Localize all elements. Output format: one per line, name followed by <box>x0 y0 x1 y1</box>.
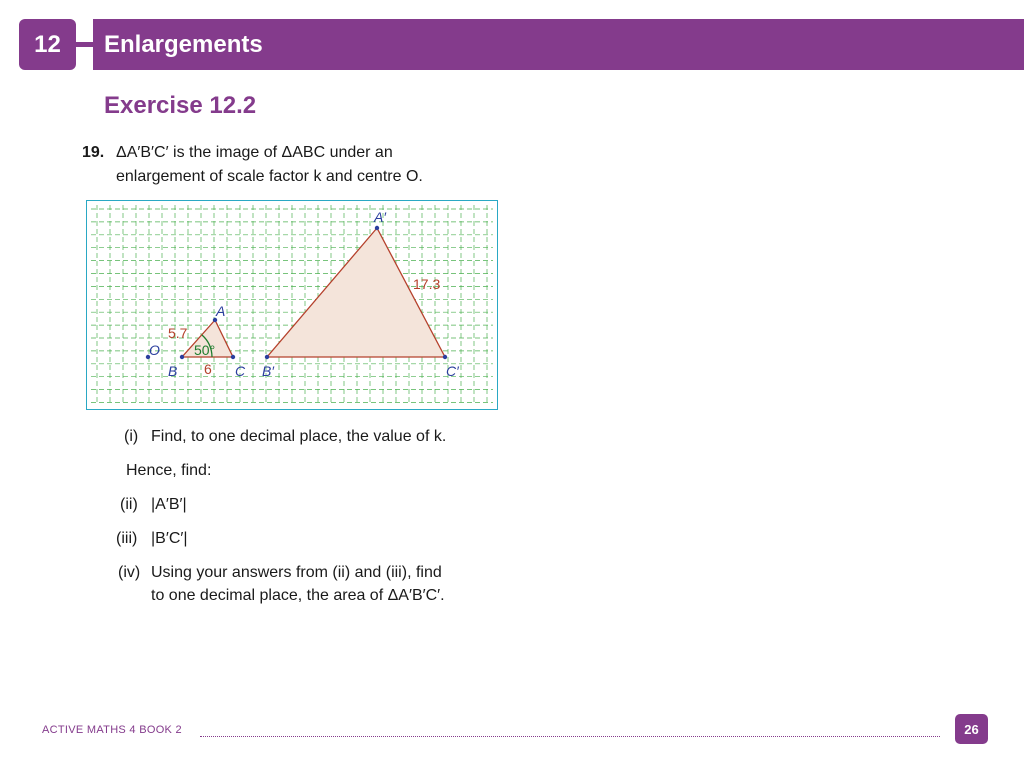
label-c-prime: C′ <box>446 363 459 379</box>
length-ab-label: 5.7 <box>168 325 188 341</box>
chapter-title: Enlargements <box>104 31 263 58</box>
part-text-iv: Using your answers from (ii) and (iii), find <box>151 564 442 581</box>
part-text-i: Find, to one decimal place, the value of k. <box>151 428 447 445</box>
label-o: O <box>149 342 160 358</box>
label-b: B <box>168 363 178 379</box>
chapter-number: 12 <box>34 30 61 58</box>
part-label-ii: (ii) <box>120 496 138 513</box>
part-text-ii: |A′B′| <box>151 496 187 513</box>
part-label-iii: (iii) <box>116 530 138 547</box>
length-a-prime-c-prime-label: 17.3 <box>413 276 441 292</box>
page-number-badge <box>955 714 988 744</box>
question-text-line-2: enlargement of scale factor k and centre O. <box>116 168 423 185</box>
enlargement-diagram <box>86 200 498 410</box>
angle-b-label: 50° <box>194 342 216 358</box>
dashed-grid <box>91 205 493 405</box>
label-b-prime: B′ <box>262 363 274 379</box>
badge-connector <box>76 42 93 47</box>
part-text-iv-continued: to one decimal place, the area of ΔA′B′C′. <box>151 587 445 604</box>
label-a: A <box>216 303 226 319</box>
length-bc-label: 6 <box>204 361 212 377</box>
hence-find-text: Hence, find: <box>126 462 212 479</box>
part-label-iv: (iv) <box>118 564 141 581</box>
point-b <box>180 355 184 359</box>
point-b-prime <box>265 355 269 359</box>
diagram-svg <box>87 201 497 409</box>
question-text-line-1: ΔA′B′C′ is the image of ΔABC under an <box>116 144 393 161</box>
footer-dotted-rule <box>200 736 940 737</box>
point-c-prime <box>443 355 447 359</box>
part-text-iii: |B′C′| <box>151 530 188 547</box>
footer-book-title: ACTIVE MATHS 4 BOOK 2 <box>42 724 182 736</box>
point-a-prime <box>375 226 379 230</box>
exercise-title: Exercise 12.2 <box>104 92 257 119</box>
label-a-prime: A′ <box>374 209 386 225</box>
question-number: 19. <box>82 144 105 161</box>
part-label-i: (i) <box>124 428 139 445</box>
point-c <box>231 355 235 359</box>
label-c: C <box>235 363 246 379</box>
page-number: 26 <box>964 721 979 737</box>
chapter-number-badge <box>19 19 76 70</box>
